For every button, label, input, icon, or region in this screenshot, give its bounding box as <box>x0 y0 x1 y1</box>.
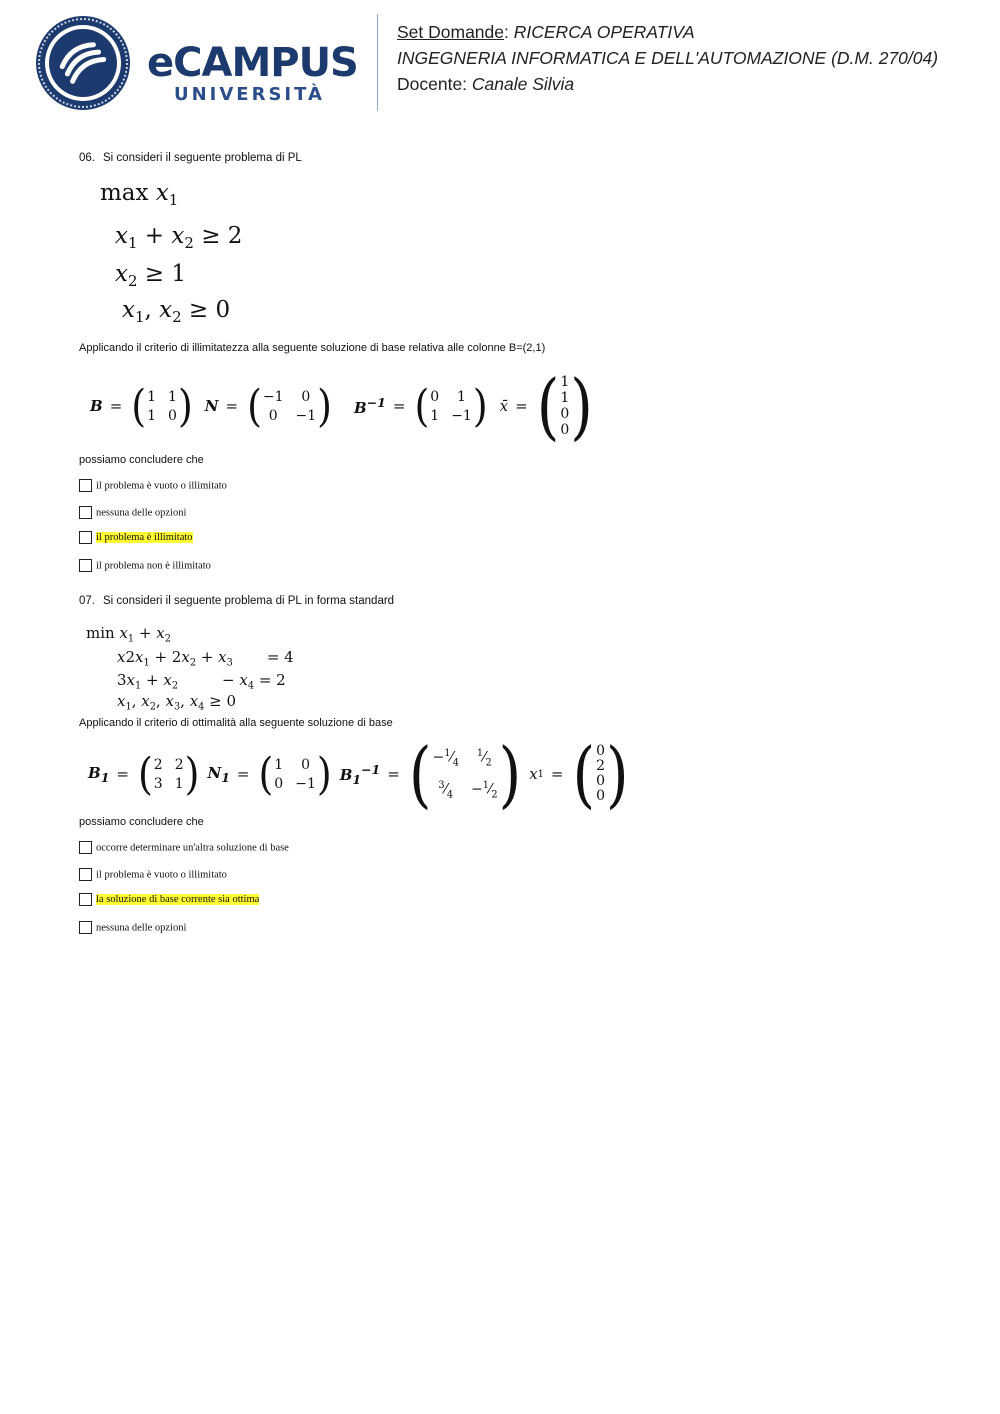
q06-option-2-label: nessuna delle opzioni <box>96 507 187 519</box>
header-degree <box>397 48 938 69</box>
q06-constraint-1: $x_1 + x_2 \ge 2$ <box>115 223 243 253</box>
q07-title-text: Si consideri il seguente problema di PL in forma standard <box>103 595 395 607</box>
ecampus-logo <box>34 14 364 114</box>
header-teacher <box>397 74 574 95</box>
q07-title <box>79 595 394 607</box>
header-divider <box>377 14 378 111</box>
checkbox[interactable] <box>79 868 92 881</box>
q07-option-4-label: nessuna delle opzioni <box>96 922 187 934</box>
set-domande-label: Set Domande <box>397 22 505 42</box>
ecampus-seal-icon <box>34 14 132 112</box>
q07-conclude: possiamo concludere che <box>79 816 204 828</box>
q06-conclude: possiamo concludere che <box>79 454 204 466</box>
q06-option-1[interactable] <box>79 477 227 492</box>
q07-option-1-label: occorre determinare un'altra soluzione di base <box>96 842 289 854</box>
q06-matrices: B = ( 1 1 1 0 ) N = ( −1 0 0 −1 ) $B^{-1}$ = ( 0 1 1 −1 ) x̄ = ( 1 1 0 0 ) <box>90 363 593 449</box>
q07-option-2[interactable] <box>79 866 227 881</box>
checkbox[interactable] <box>79 559 92 572</box>
course-name: RICERCA OPERATIVA <box>513 22 695 42</box>
header-set-domande: Set Domande: RICERCA OPERATIVA <box>397 22 695 42</box>
q07-constraint-1: $x2x_1 + 2x_2 + x_3 = 4$ <box>117 648 294 669</box>
logo-wordmark: eCAMPUS <box>147 40 358 86</box>
q07-number: 07. <box>79 595 95 607</box>
q06-intro: Applicando il criterio di illimitatezza alla seguente soluzione di base relativa alle colonne B=(2,1) <box>79 342 546 354</box>
q07-matrices: $B_1$ = ( 2 2 3 1 ) $N_1$ = ( 1 0 0 −1 ) $B_1^{-1}$ = ( $-^1⁄_4$ $^1⁄_2$ $^3⁄_4$ $-^1⁄_2$ ) x 1 = ( 0 2 0 0 ) <box>88 731 629 817</box>
q06-constraint-3: $x_1$, $x_2 \ge 0$ <box>122 297 231 327</box>
q06-title <box>79 152 302 164</box>
checkbox[interactable] <box>79 479 92 492</box>
q06-option-3-label: il problema è illimitato <box>96 532 193 544</box>
q07-option-3-label: la soluzione di base corrente sia ottima <box>96 894 260 906</box>
q07-option-2-label: il problema è vuoto o illimitato <box>96 869 227 881</box>
q06-option-4-label: il problema non è illimitato <box>96 560 211 572</box>
q07-option-1[interactable] <box>79 839 289 854</box>
q06-option-1-label: il problema è vuoto o illimitato <box>96 480 227 492</box>
checkbox[interactable] <box>79 506 92 519</box>
q07-option-4[interactable] <box>79 919 186 934</box>
q06-option-3[interactable] <box>79 529 193 544</box>
q07-option-3[interactable] <box>79 891 259 906</box>
q06-option-2[interactable] <box>79 504 186 519</box>
q06-title-text: Si consideri il seguente problema di PL <box>103 152 302 164</box>
teacher-label: Docente: <box>397 74 468 94</box>
q07-constraint-3: $x_1$, $x_2$, $x_3$, $x_4 \ge 0$ <box>117 692 237 713</box>
checkbox[interactable] <box>79 921 92 934</box>
q06-objective: $\max x_1$ <box>100 180 179 210</box>
checkbox[interactable] <box>79 841 92 854</box>
q07-intro: Applicando il criterio di ottimalità alla seguente soluzione di base <box>79 717 393 729</box>
checkbox[interactable] <box>79 531 92 544</box>
logo-subtitle: UNIVERSITÀ <box>174 84 325 105</box>
degree-name: INGEGNERIA INFORMATICA E DELL'AUTOMAZIONE (D.M. 270/04) <box>397 48 939 68</box>
q06-number: 06. <box>79 152 95 164</box>
q06-option-4[interactable] <box>79 557 211 572</box>
q07-constraint-2: $3x_1 + x_2 - x_4 = 2$ <box>117 671 286 692</box>
teacher-name: Canale Silvia <box>471 74 575 94</box>
q06-constraint-2: $x_2 \ge 1$ <box>115 261 187 291</box>
checkbox[interactable] <box>79 893 92 906</box>
q07-objective: $\min x_1 + x_2$ <box>86 624 171 645</box>
